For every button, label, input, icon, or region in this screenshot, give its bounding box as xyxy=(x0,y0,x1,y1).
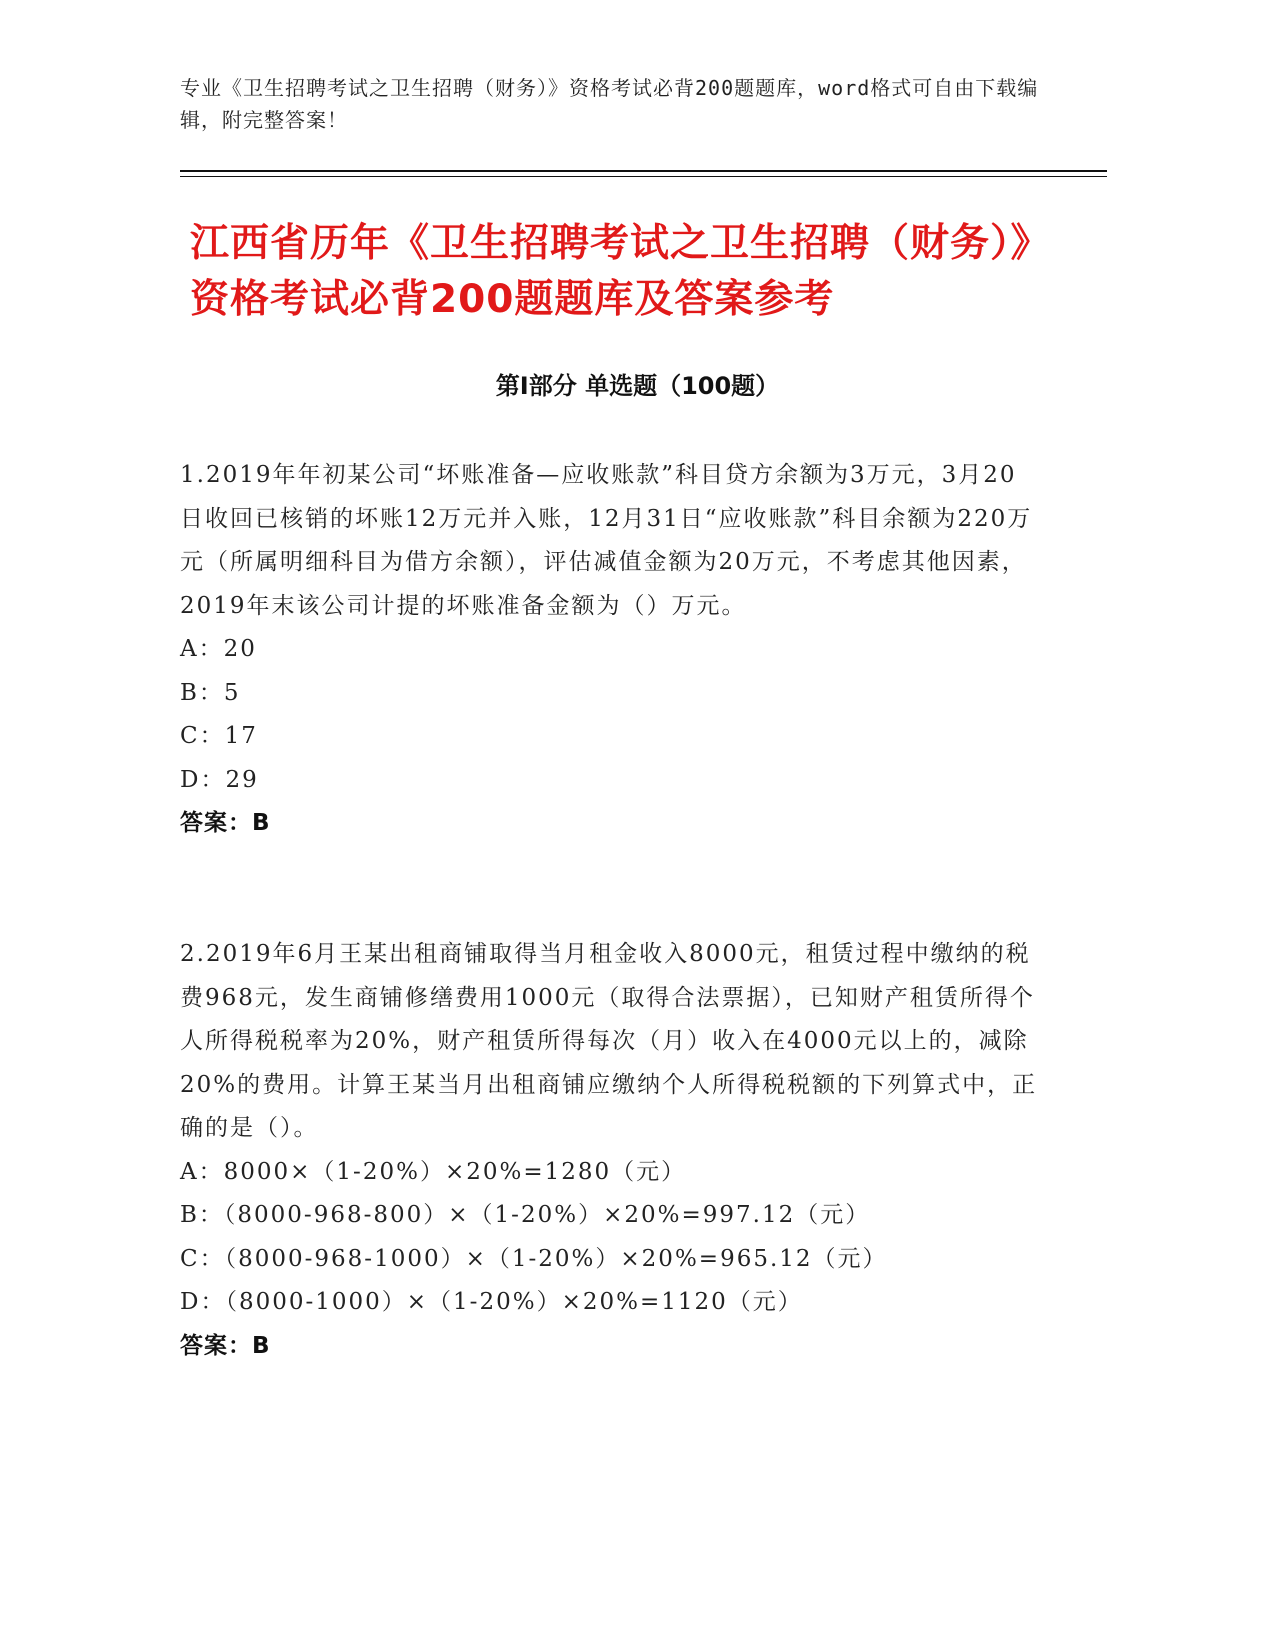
question-stem: 1.2019年年初某公司“坏账准备—应收账款”科目贷方余额为3万元，3月20日收回已核销的坏账12万元并入账，12月31日“应收账款”科目余额为220万元（所属明细科目为借方余额），评估减值金额为20万元，不考虑其他因素，2019年末该公司计提的坏账准备金额为（）万元。 xyxy=(180,462,1033,619)
answer-line: 答案：B xyxy=(180,810,271,836)
option-a: A：20 xyxy=(180,636,257,662)
option-b: B：5 xyxy=(180,679,241,706)
option-d: D：29 xyxy=(180,766,259,793)
answer-line: 答案：B xyxy=(180,1332,271,1359)
header-divider-thick xyxy=(180,170,1107,172)
header-divider-thin xyxy=(180,176,1107,177)
document-title: 江西省历年《卫生招聘考试之卫生招聘（财务）》资格考试必背200题题库及答案参考 xyxy=(190,221,1051,322)
option-c: C：17 xyxy=(180,723,258,749)
option-d: D：（8000-1000）×（1-20%）×20%=1120（元） xyxy=(180,1289,803,1315)
option-b: B：（8000-968-800）×（1-20%）×20%=997.12（元） xyxy=(180,1202,871,1228)
option-a: A：8000×（1-20%）×20%=1280（元） xyxy=(180,1158,687,1185)
question-stem: 2.2019年6月王某出租商铺取得当月租金收入8000元，租赁过程中缴纳的税费968元，发生商铺修缮费用1000元（取得合法票据），已知财产租赁所得个人所得税税率为20%，财产租赁所得每次（月）收入在4000元以上的，减除20%的费用。计算王某当月出租商铺应缴纳个人所得税税额的下列算式中，正确的是（）。 xyxy=(180,941,1038,1141)
option-c: C：（8000-968-1000）×（1-20%）×20%=965.12（元） xyxy=(180,1245,888,1272)
document-header-note: 专业《卫生招聘考试之卫生招聘（财务）》资格考试必背200题题库，word格式可自由下载编辑，附完整答案！ xyxy=(180,76,1039,132)
question-2 xyxy=(180,933,1040,1368)
question-1 xyxy=(180,454,1040,846)
section-heading: 第Ⅰ部分 单选题（100题） xyxy=(495,372,780,400)
